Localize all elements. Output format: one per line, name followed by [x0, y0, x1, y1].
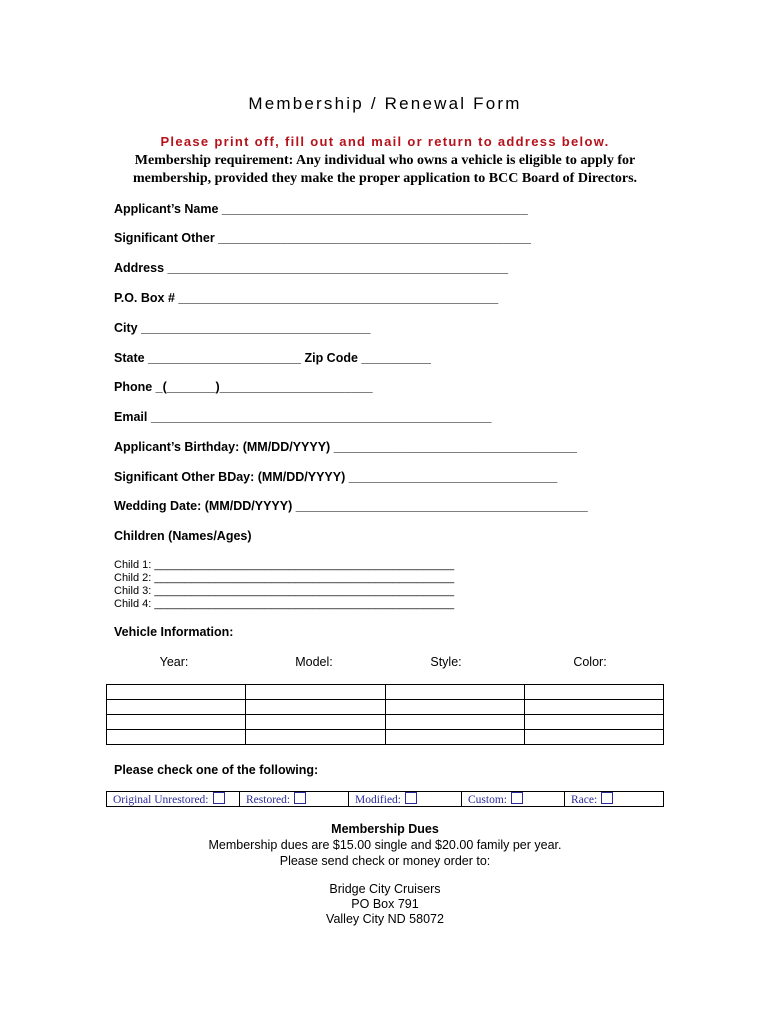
- option-label: Restored:: [246, 794, 291, 806]
- mailing-city: Valley City ND 58072: [326, 912, 444, 926]
- mailing-po-box: PO Box 791: [351, 897, 419, 911]
- vehicle-model-cell[interactable]: [246, 715, 385, 730]
- option-modified: [349, 792, 462, 807]
- vehicle-row: [107, 685, 664, 700]
- vehicle-color-cell[interactable]: [524, 685, 663, 700]
- dues-send-text: Please send check or money order to:: [279, 854, 491, 868]
- vehicle-year-cell[interactable]: [107, 700, 246, 715]
- option-label: Original Unrestored:: [113, 794, 209, 806]
- vehicle-color-cell[interactable]: [524, 700, 663, 715]
- check-one-heading: Please check one of the following:: [114, 763, 319, 777]
- child-4-field[interactable]: Child 4: _________________________________________________: [114, 598, 455, 610]
- vehicle-category-table: [106, 791, 664, 807]
- checkbox[interactable]: [405, 792, 417, 804]
- address-field[interactable]: Address _________________________________________________: [114, 261, 509, 275]
- checkbox[interactable]: [601, 792, 613, 804]
- mailing-org-name: Bridge City Cruisers: [329, 882, 441, 896]
- model-column-header: Model:: [295, 655, 333, 669]
- wedding-date-field[interactable]: Wedding Date: (MM/DD/YYYY) __________________________________________: [114, 499, 588, 513]
- vehicle-row: [107, 730, 664, 745]
- child-1-field[interactable]: Child 1: _________________________________________________: [114, 559, 455, 571]
- vehicle-style-cell[interactable]: [385, 715, 524, 730]
- vehicle-year-cell[interactable]: [107, 715, 246, 730]
- year-column-header: Year:: [159, 655, 189, 669]
- requirement-line-1: Membership requirement: Any individual who owns a vehicle is eligible to apply for: [134, 153, 636, 168]
- vehicle-model-cell[interactable]: [246, 700, 385, 715]
- option-restored: [240, 792, 349, 807]
- child-2-field[interactable]: Child 2: _________________________________________________: [114, 572, 455, 584]
- applicant-birthday-field[interactable]: Applicant’s Birthday: (MM/DD/YYYY) ___________________________________: [114, 440, 578, 454]
- instruction-notice: Please print off, fill out and mail or return to address below.: [160, 134, 610, 149]
- po-box-field[interactable]: P.O. Box # ______________________________________________: [114, 291, 499, 305]
- vehicle-model-cell[interactable]: [246, 685, 385, 700]
- checkbox[interactable]: [213, 792, 225, 804]
- vehicle-info-heading: Vehicle Information:: [114, 625, 234, 639]
- dues-title: Membership Dues: [331, 822, 439, 836]
- option-race: [565, 792, 664, 807]
- vehicle-color-cell[interactable]: [524, 730, 663, 745]
- vehicle-table: [106, 684, 664, 745]
- checkbox[interactable]: [511, 792, 523, 804]
- vehicle-model-cell[interactable]: [246, 730, 385, 745]
- requirement-line-2: membership, provided they make the proper application to BCC Board of Directors.: [132, 171, 638, 186]
- state-zip-field[interactable]: State ______________________ Zip Code __________: [114, 351, 431, 365]
- vehicle-style-cell[interactable]: [385, 700, 524, 715]
- vehicle-row: [107, 700, 664, 715]
- membership-requirement: [0, 152, 770, 188]
- option-label: Modified:: [355, 794, 401, 806]
- applicant-name-field[interactable]: Applicant’s Name ____________________________________________: [114, 202, 528, 216]
- significant-other-field[interactable]: Significant Other _____________________________________________: [114, 231, 532, 245]
- vehicle-year-cell[interactable]: [107, 730, 246, 745]
- option-label: Race:: [571, 794, 598, 806]
- style-column-header: Style:: [430, 655, 462, 669]
- option-original-unrestored: [107, 792, 240, 807]
- vehicle-row: [107, 715, 664, 730]
- form-title: Membership / Renewal Form: [248, 94, 522, 113]
- vehicle-style-cell[interactable]: [385, 685, 524, 700]
- phone-field[interactable]: Phone _(_______)______________________: [114, 380, 373, 394]
- option-custom: [462, 792, 565, 807]
- child-3-field[interactable]: Child 3: _________________________________________________: [114, 585, 455, 597]
- vehicle-year-cell[interactable]: [107, 685, 246, 700]
- vehicle-style-cell[interactable]: [385, 730, 524, 745]
- checkbox[interactable]: [294, 792, 306, 804]
- color-column-header: Color:: [573, 655, 607, 669]
- children-heading: Children (Names/Ages): [114, 529, 252, 543]
- option-label: Custom:: [468, 794, 507, 806]
- significant-other-birthday-field[interactable]: Significant Other BDay: (MM/DD/YYYY) ______________________________: [114, 470, 558, 484]
- vehicle-color-cell[interactable]: [524, 715, 663, 730]
- email-field[interactable]: Email _________________________________________________: [114, 410, 492, 424]
- dues-amount-text: Membership dues are $15.00 single and $20.00 family per year.: [208, 838, 562, 852]
- city-field[interactable]: City _________________________________: [114, 321, 371, 335]
